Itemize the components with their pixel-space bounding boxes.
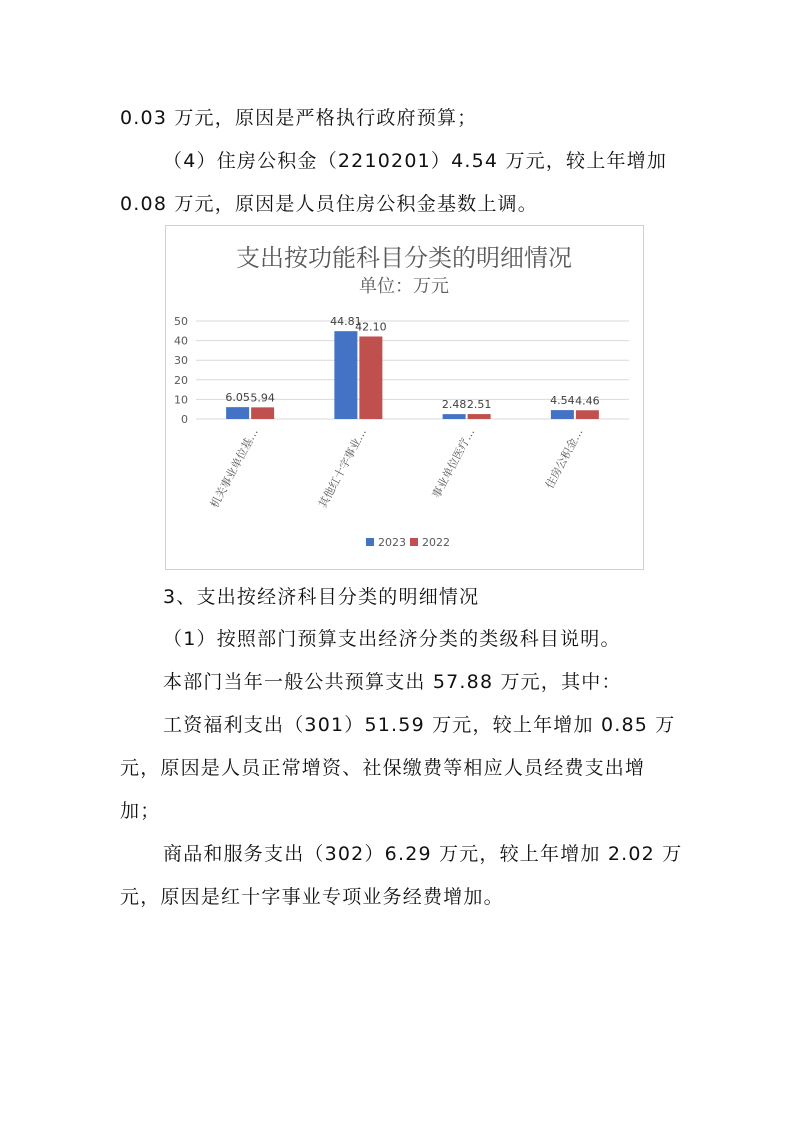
data-label: 5.94	[250, 391, 275, 405]
chart-container	[165, 225, 644, 570]
y-tick-label: 0	[181, 413, 188, 426]
bar	[251, 407, 274, 419]
paragraph-line-5: （1）按照部门预算支出经济分类的类级科目说明。	[163, 628, 621, 650]
chart-subtitle: 单位：万元	[359, 276, 449, 297]
data-label: 6.05	[225, 391, 250, 405]
paragraph-line-11: 元，原因是红十字事业专项业务经费增加。	[120, 886, 504, 908]
paragraph-line-7: 工资福利支出（301）51.59 万元，较上年增加 0.85 万	[163, 714, 676, 736]
paragraph-line-6: 本部门当年一般公共预算支出 57.88 万元，其中：	[163, 671, 622, 693]
bar	[359, 336, 382, 419]
bar	[551, 410, 574, 419]
bar	[443, 414, 466, 419]
y-tick-label: 50	[174, 315, 188, 328]
paragraph-line-2: （4）住房公积金（2210201）4.54 万元，较上年增加	[163, 150, 668, 172]
x-tick-label: 其他红十字事业…	[316, 426, 370, 511]
x-tick-label: 事业单位医疗…	[429, 426, 478, 501]
data-label: 2.48	[441, 398, 467, 412]
bar	[576, 410, 599, 419]
bar	[226, 407, 249, 419]
paragraph-line-1: 0.03 万元，原因是严格执行政府预算；	[120, 107, 478, 129]
paragraph-line-4: 3、支出按经济科目分类的明细情况	[163, 586, 480, 608]
paragraph-line-8: 元，原因是人员正常增资、社保缴费等相应人员经费支出增	[120, 757, 646, 779]
bar	[334, 331, 357, 419]
legend-swatch	[410, 538, 418, 546]
legend-swatch	[366, 538, 374, 546]
y-tick-label: 20	[174, 373, 188, 387]
data-label: 4.46	[575, 394, 600, 408]
paragraph-line-3: 0.08 万元，原因是人员住房公积金基数上调。	[120, 193, 538, 215]
y-tick-label: 10	[174, 393, 188, 407]
legend-label: 2023	[378, 536, 406, 549]
data-label: 4.54	[550, 394, 575, 408]
paragraph-line-9: 加；	[120, 800, 161, 822]
x-tick-label: 机关事业单位基…	[207, 426, 261, 511]
y-tick-label: 40	[174, 334, 188, 348]
bar-chart	[166, 226, 643, 569]
bar	[468, 414, 491, 419]
x-tick-label: 住房公积金…	[543, 426, 586, 491]
data-label: 42.10	[355, 320, 387, 334]
legend-label: 2022	[422, 536, 450, 549]
y-tick-label: 30	[174, 354, 188, 368]
paragraph-line-10: 商品和服务支出（302）6.29 万元，较上年增加 2.02 万	[163, 843, 683, 865]
data-label: 2.51	[466, 398, 492, 412]
data-label: 44.81	[330, 315, 362, 329]
chart-title: 支出按功能科目分类的明细情况	[236, 244, 572, 272]
